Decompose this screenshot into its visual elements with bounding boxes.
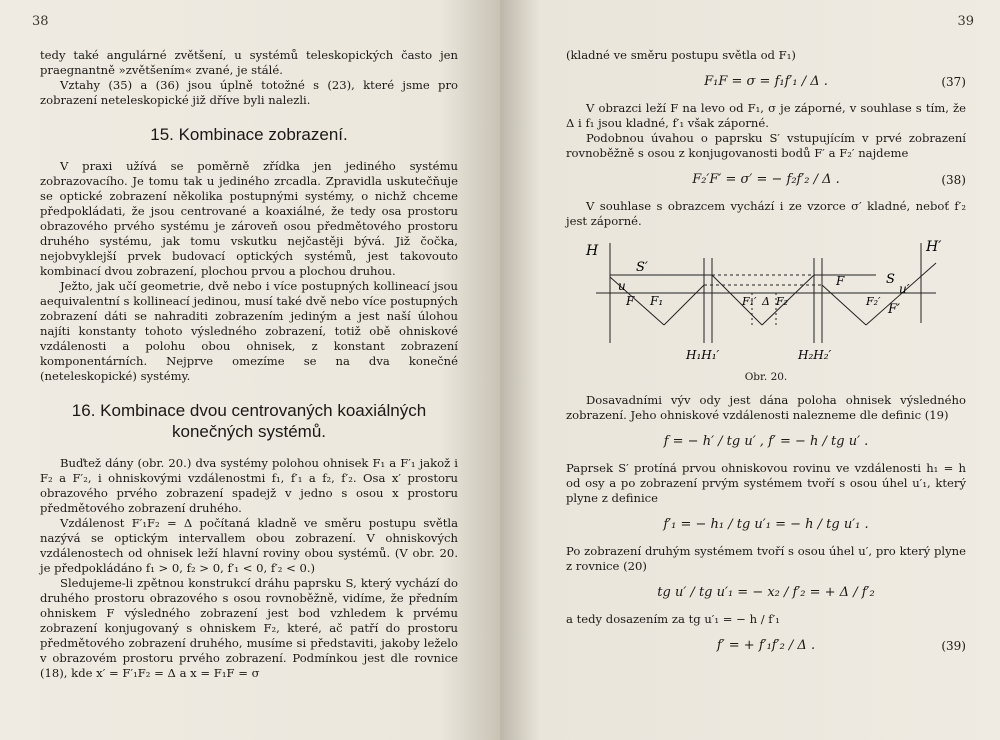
label-Sprime: S′ [636,260,648,275]
equation-39 [566,633,966,659]
paragraph: V souhlase s obrazcem vychází i ze vzorce σ′ kladné, neboť f′₂ jest záporné. [566,199,966,228]
paragraph: Dosavadními výv ody jest dána poloha ohnisek výsledného zobrazení. Jeho ohniskové vzdálenosti nalezneme dle definic (19) [566,393,966,422]
equation-definitions [566,429,966,455]
equation-tg [566,580,966,606]
page-number: 39 [957,14,974,29]
section-heading-15: 15. Kombinace zobrazení. [150,125,348,144]
equation-body: F₂′F′ = σ′ = − f₂f′₂ / Δ . [692,172,840,187]
equation-f1 [566,512,966,538]
label-F-left: F [626,294,635,308]
paragraph: Vzdálenost F′₁F₂ = Δ počítaná kladně ve směru postupu světla nazývá se optickým intervallem obou zobrazení. V ohniskových vzdálenostech od ohnisek leží hlavní roviny obou systémů. (V obr. 20. je předpokládáno f₁ > 0, f₂ > 0, f′₁ < 0, f′₂ < 0.) [40,516,458,575]
paragraph: Buďtež dány (obr. 20.) dva systémy polohou ohnisek F₁ a F′₁ jakož i F₂ a F′₂, i ohniskovými vzdálenostmi f₁, f′₁ a f₂, f′₂. Osa x′ prostoru obrazového prvého zobrazení spadejž v jedno s osou x prostoru předmětového zobrazení druhého. [40,456,458,515]
equation-body: f′ = + f′₁f′₂ / Δ . [716,638,816,653]
label-F: F [836,274,845,288]
label-H2H2: H₂H₂′ [798,348,832,362]
label-u: u [618,279,626,293]
label-uprime: u′ [899,282,910,296]
heading-line: konečných systémů. [171,422,326,441]
equation-body: f′₁ = − h₁ / tg u′₁ = − h / tg u′₁ . [663,517,869,532]
equation-number: (39) [941,639,966,653]
equation-body: F₁F = σ = f₁f′₁ / Δ . [704,74,828,89]
optical-diagram [566,233,966,368]
label-F2: F₂ [776,295,789,308]
right-text-column [566,48,966,665]
paragraph: Po zobrazení druhým systémem tvoří s osou úhel u′, pro který plyne z rovnice (20) [566,544,966,573]
equation-38 [566,167,966,193]
label-Fprime: F′ [888,302,900,317]
figure-caption: Obr. 20. [744,371,788,383]
equation-number: (38) [941,173,966,187]
right-page [500,0,1000,740]
paragraph: Sledujeme-li zpětnou konstrukcí dráhu paprsku S, který vychází do druhého prostoru obrazového s osou rovnoběžně, vidíme, že předním ohniskem F výsledného zobrazení jest bod vzhledem k prvému zobrazení konjugovaný s ohniskem F₂, které, ač patří do prostoru předmětového zobrazení druhého, musíme si představiti, jakoby leželo v obrazovém prostoru prvého zobrazení. Podmínkou jest dle rovnice (18), kde x′ = F′₁F₂ = Δ a x = F₁F = σ [40,576,458,680]
label-F1: F₁ [650,294,664,308]
page-number: 38 [32,14,49,29]
equation-37 [566,69,966,95]
paragraph: Paprsek S′ protíná prvou ohniskovou rovinu ve vzdálenosti h₁ = h od osy a po zobrazení prvým systémem tvoří s osou úhel u′₁, který plyne z definice [566,461,966,505]
label-Hprime: H′ [926,239,942,255]
label-F2p: F₂′ [866,295,881,308]
label-H1H1: H₁H₁′ [686,348,720,362]
paragraph: Podobnou úvahou o paprsku S′ vstupujícím v prvé zobrazení rovnoběžně s osou z konjugovanosti bodů F′ a F₂′ najdeme [566,131,966,160]
label-H: H [586,243,599,259]
figure-20 [566,233,966,368]
paragraph: (kladné ve směru postupu světla od F₁) [566,48,796,62]
left-text-column [40,48,458,681]
label-S: S [886,272,895,287]
paragraph: V praxi užívá se poměrně zřídka jen jediného systému zobrazovacího. Je tomu tak u jediného zrcadla. Zpravidla uskutečňuje se optické zobrazení několika postupnými systémy, o nichž chceme předpokládati, že jsou centrované a koaxiálné, že tedy osa prostoru obrazového prvého systému je zároveň osou předmětového prostoru druhého systému, jak tomu vskutku nejčastěji bývá. Již čočka, nejobvyklejší prvek budovací optických systémů, jest takovouto kombinací dvou zobrazení, plochou prvou a plochou druhou. [40,159,458,278]
paragraph: tedy také angulárné zvětšení, u systémů teleskopických často jen praegnantně »zvětšením« zvané, je stálé. [40,48,458,77]
label-delta: Δ [762,295,770,308]
equation-body: f = − h′ / tg u′ , f′ = − h / tg u′ . [663,434,869,449]
equation-body: tg u′ / tg u′₁ = − x₂ / f′₂ = + Δ / f′₂ [657,585,875,600]
paragraph: Ježto, jak učí geometrie, dvě nebo i více postupných kollineací jsou aequivalentní s kollineací jedinou, musí také dvě nebo více postupných zobrazení dáti se nahraditi zobrazením jediným a jest naší úlohou najíti konstanty tohoto výsledného zobrazení, totiž obě ohniskové vzdálenosti a polohu obou ohnisek, z konstant zobrazení komponentárních. Nejprve omezíme se na dva konečné (neteleskopické) systémy. [40,279,458,383]
equation-number: (37) [941,75,966,89]
paragraph: a tedy dosazením za tg u′₁ = − h / f′₁ [566,612,780,626]
label-F1p: F₁′ [742,295,757,308]
paragraph: V obrazci leží F na levo od F₁, σ je záporné, v souhlase s tím, že Δ i f₁ jsou kladné, f′₁ však záporné. [566,101,966,130]
paragraph: Vztahy (35) a (36) jsou úplně totožné s (23), které jsme pro zobrazení neteleskopické již dříve byli nalezli. [40,78,458,107]
heading-line: 16. Kombinace dvou centrovaných koaxiálných [71,401,427,420]
section-heading-16 [40,400,458,442]
